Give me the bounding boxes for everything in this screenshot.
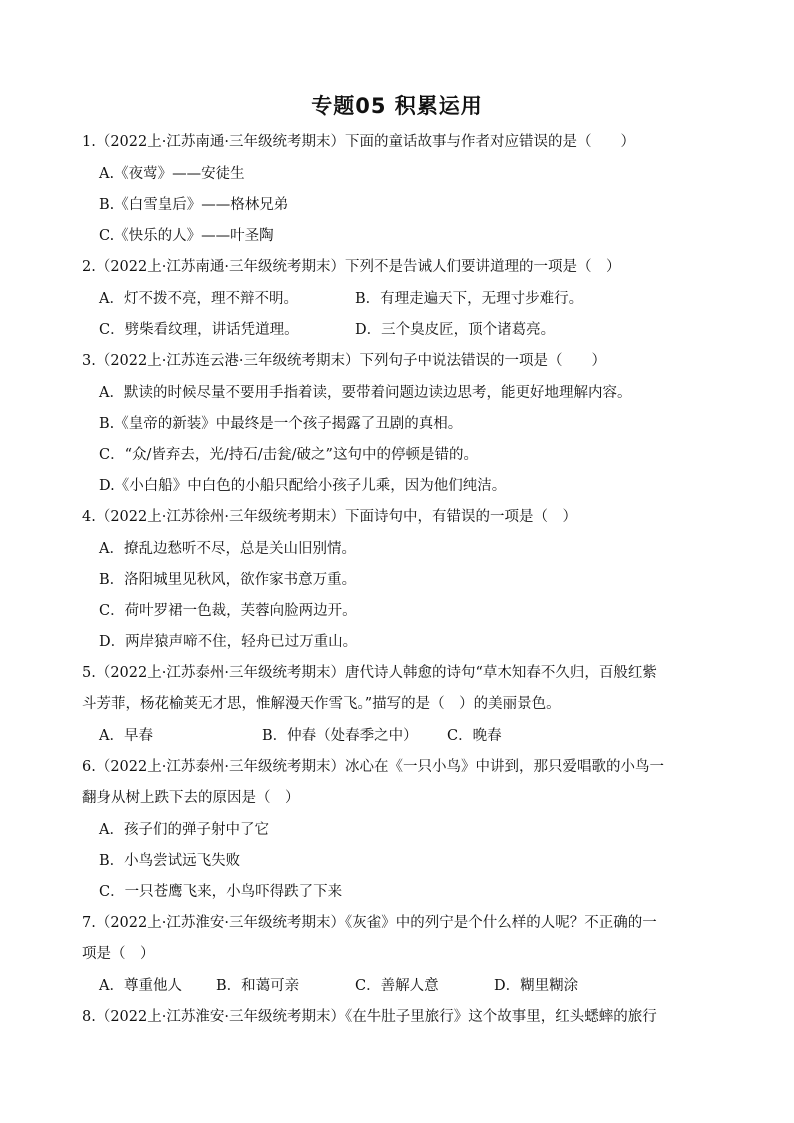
question-4-stem: 4.（2022上·江苏徐州·三年级统考期末）下面诗句中，有错误的一项是（ ） bbox=[82, 509, 577, 525]
question-4-option-b: B．洛阳城里见秋风，欲作家书意万重。 bbox=[99, 572, 357, 588]
question-1-option-b: B.《白雪皇后》——格林兄弟 bbox=[99, 197, 289, 213]
question-2-option-d: D．三个臭皮匠，顶个诸葛亮。 bbox=[355, 322, 556, 338]
question-2-option-c: C．劈柴看纹理，讲话凭道理。 bbox=[99, 322, 299, 338]
question-6-stem-line-2: 翻身从树上跌下去的原因是（ ） bbox=[82, 790, 300, 806]
question-5-option-a: A．早春 bbox=[99, 728, 153, 744]
question-3-option-d: D.《小白船》中白色的小船只配给小孩子儿乘，因为他们纯洁。 bbox=[99, 478, 507, 494]
question-6-option-b: B．小鸟尝试远飞失败 bbox=[99, 853, 241, 869]
question-1-option-c: C.《快乐的人》——叶圣陶 bbox=[99, 228, 274, 244]
question-7-option-d: D．糊里糊涂 bbox=[494, 978, 579, 994]
question-4-option-d: D．两岸猿声啼不住，轻舟已过万重山。 bbox=[99, 634, 358, 650]
question-3-stem: 3.（2022上·江苏连云港·三年级统考期末）下列句子中说法错误的一项是（ ） bbox=[82, 353, 606, 369]
question-1-option-a: A.《夜莺》——安徒生 bbox=[99, 166, 245, 182]
question-7-option-a: A．尊重他人 bbox=[99, 978, 182, 994]
question-7-stem-line-1: 7.（2022上·江苏淮安·三年级统考期末）《灰雀》中的列宁是个什么样的人呢？不正确的一 bbox=[82, 915, 657, 931]
question-7-option-c: C．善解人意 bbox=[355, 978, 439, 994]
question-4-option-a: A．撩乱边愁听不尽，总是关山旧别情。 bbox=[99, 541, 356, 557]
question-4-option-c: C．荷叶罗裙一色裁，芙蓉向脸两边开。 bbox=[99, 603, 357, 619]
question-2-option-a: A．灯不拨不亮，理不辩不明。 bbox=[99, 291, 298, 307]
question-7-stem-line-2: 项是（ ） bbox=[82, 946, 155, 962]
question-1-stem: 1.（2022上·江苏南通·三年级统考期末）下面的童话故事与作者对应错误的是（ ） bbox=[82, 134, 635, 150]
question-5-stem-line-2: 斗芳菲，杨花榆荚无才思，惟解漫天作雪飞。”描写的是（ ）的美丽景色。 bbox=[82, 696, 561, 712]
question-6-option-c: C．一只苍鹰飞来，小鸟吓得跌了下来 bbox=[99, 884, 343, 900]
question-7-option-b: B．和蔼可亲 bbox=[216, 978, 300, 994]
question-5-option-c: C．晚春 bbox=[447, 728, 502, 744]
question-8-stem: 8.（2022上·江苏淮安·三年级统考期末）《在牛肚子里旅行》这个故事里，红头蟋蟀的旅行 bbox=[82, 1009, 657, 1025]
question-5-stem-line-1: 5.（2022上·江苏泰州·三年级统考期末）唐代诗人韩愈的诗句“草木知春不久归，百般红紫 bbox=[82, 665, 657, 681]
question-3-option-c: C．“众/皆弃去，光/持石/击瓮/破之”这句中的停顿是错的。 bbox=[99, 447, 478, 463]
question-2-stem: 2.（2022上·江苏南通·三年级统考期末）下列不是告诫人们要讲道理的一项是（ ） bbox=[82, 259, 621, 275]
question-2-option-b: B．有理走遍天下，无理寸步难行。 bbox=[355, 291, 584, 307]
question-3-option-b: B.《皇帝的新装》中最终是一个孩子揭露了丑剧的真相。 bbox=[99, 416, 463, 432]
question-6-option-a: A．孩子们的弹子射中了它 bbox=[99, 822, 269, 838]
question-3-option-a: A．默读的时候尽量不要用手指着读，要带着问题边读边思考，能更好地理解内容。 bbox=[99, 385, 632, 401]
question-5-option-b: B．仲春（处春季之中） bbox=[262, 728, 418, 744]
question-6-stem-line-1: 6.（2022上·江苏泰州·三年级统考期末）冰心在《一只小鸟》中讲到，那只爱唱歌的小鸟一 bbox=[82, 759, 664, 775]
page-title: 专题05 积累运用 bbox=[311, 94, 483, 118]
